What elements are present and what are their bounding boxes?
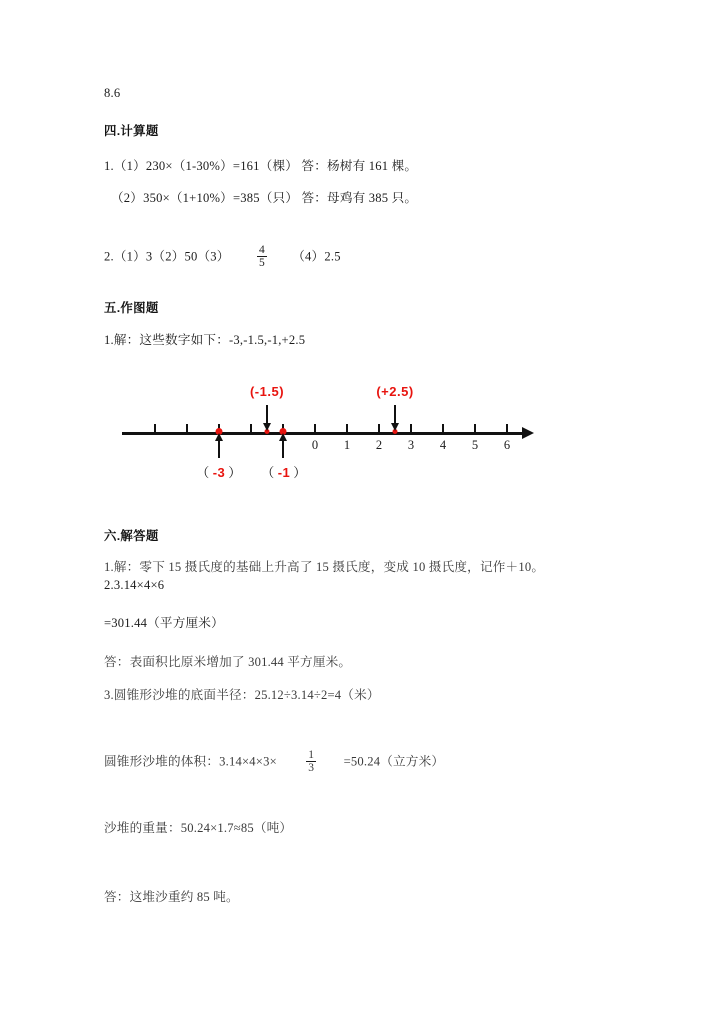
label-neg1-value: -1 [277, 465, 291, 480]
label-pos2-5: (+2.5) [376, 384, 414, 399]
section4-fraction-prefix: 2.（1）3（2）50（3） [104, 249, 230, 264]
tick-2 [378, 424, 380, 433]
section4-fraction-suffix: （4）2.5 [292, 249, 341, 264]
tick-neg5 [154, 424, 156, 433]
section6-tail-line-2: 答：这堆沙重约 85 吨。 [104, 890, 239, 904]
number-line-figure [104, 378, 564, 498]
section4-line-2: （2）350×（1+10%）=385（只） 答：母鸡有 385 只。 [111, 191, 418, 205]
section6-line-3: =301.44（平方厘米） [104, 616, 224, 630]
tick-label-1: 1 [343, 438, 351, 452]
section6-line-1: 1.解：零下 15 摄氏度的基础上升高了 15 摄氏度，变成 10 摄氏度，记作＋10。 [104, 560, 545, 574]
number-line-axis [122, 432, 522, 435]
tick-1 [346, 424, 348, 433]
tick-5 [474, 424, 476, 433]
tick-label-6: 6 [503, 438, 511, 452]
tick-neg4 [186, 424, 188, 433]
tick-3 [410, 424, 412, 433]
top-fragment-text: 8.6 [104, 86, 121, 100]
tick-0 [314, 424, 316, 433]
tick-neg2 [250, 424, 252, 433]
axis-arrow-head-icon [522, 427, 534, 439]
section6-line-4: 答：表面积比原米增加了 301.44 平方厘米。 [104, 655, 352, 669]
section-heading-4: 四.计算题 [104, 124, 159, 138]
tick-6 [506, 424, 508, 433]
fraction-denominator: 5 [258, 257, 265, 270]
label-neg1: （ -1 ） [261, 465, 307, 480]
volume-fraction-numerator: 1 [308, 749, 315, 761]
section6-line-5: 3.圆锥形沙堆的底面半径：25.12÷3.14÷2=4（米） [104, 688, 380, 702]
section-heading-5: 五.作图题 [104, 301, 159, 315]
arrow-up-neg3-icon [218, 440, 220, 458]
arrow-down-neg1-5-icon [266, 405, 268, 424]
tick-label-5: 5 [471, 438, 479, 452]
tick-4 [442, 424, 444, 433]
section5-line-1: 1.解：这些数字如下：-3,-1.5,-1,+2.5 [104, 333, 306, 347]
label-neg1-5: (-1.5) [249, 384, 285, 399]
section6-line-2: 2.3.14×4×6 [104, 578, 165, 592]
fraction-numerator: 4 [258, 244, 265, 256]
volume-suffix: =50.24（立方米） [343, 754, 445, 769]
tick-label-2: 2 [375, 438, 383, 452]
arrow-down-pos2-5-icon [394, 405, 396, 424]
section4-fraction-line [104, 245, 341, 270]
section6-volume-line [104, 750, 444, 775]
fraction-four-fifths [257, 244, 267, 269]
section6-tail-line-1: 沙堆的重量：50.24×1.7≈85（吨） [104, 821, 293, 835]
volume-prefix: 圆锥形沙堆的体积：3.14×4×3× [104, 754, 277, 769]
arrow-up-neg1-icon [282, 440, 284, 458]
tick-label-0: 0 [311, 438, 319, 452]
volume-fraction-denominator: 3 [308, 762, 315, 775]
section4-line-1: 1.（1）230×（1-30%）=161（棵） 答：杨树有 161 棵。 [104, 159, 418, 173]
fraction-one-third [306, 749, 316, 774]
label-neg3-value: -3 [212, 465, 226, 480]
label-neg3: （ -3 ） [196, 465, 242, 480]
tick-label-4: 4 [439, 438, 447, 452]
tick-label-3: 3 [407, 438, 415, 452]
section-heading-6: 六.解答题 [104, 529, 159, 543]
